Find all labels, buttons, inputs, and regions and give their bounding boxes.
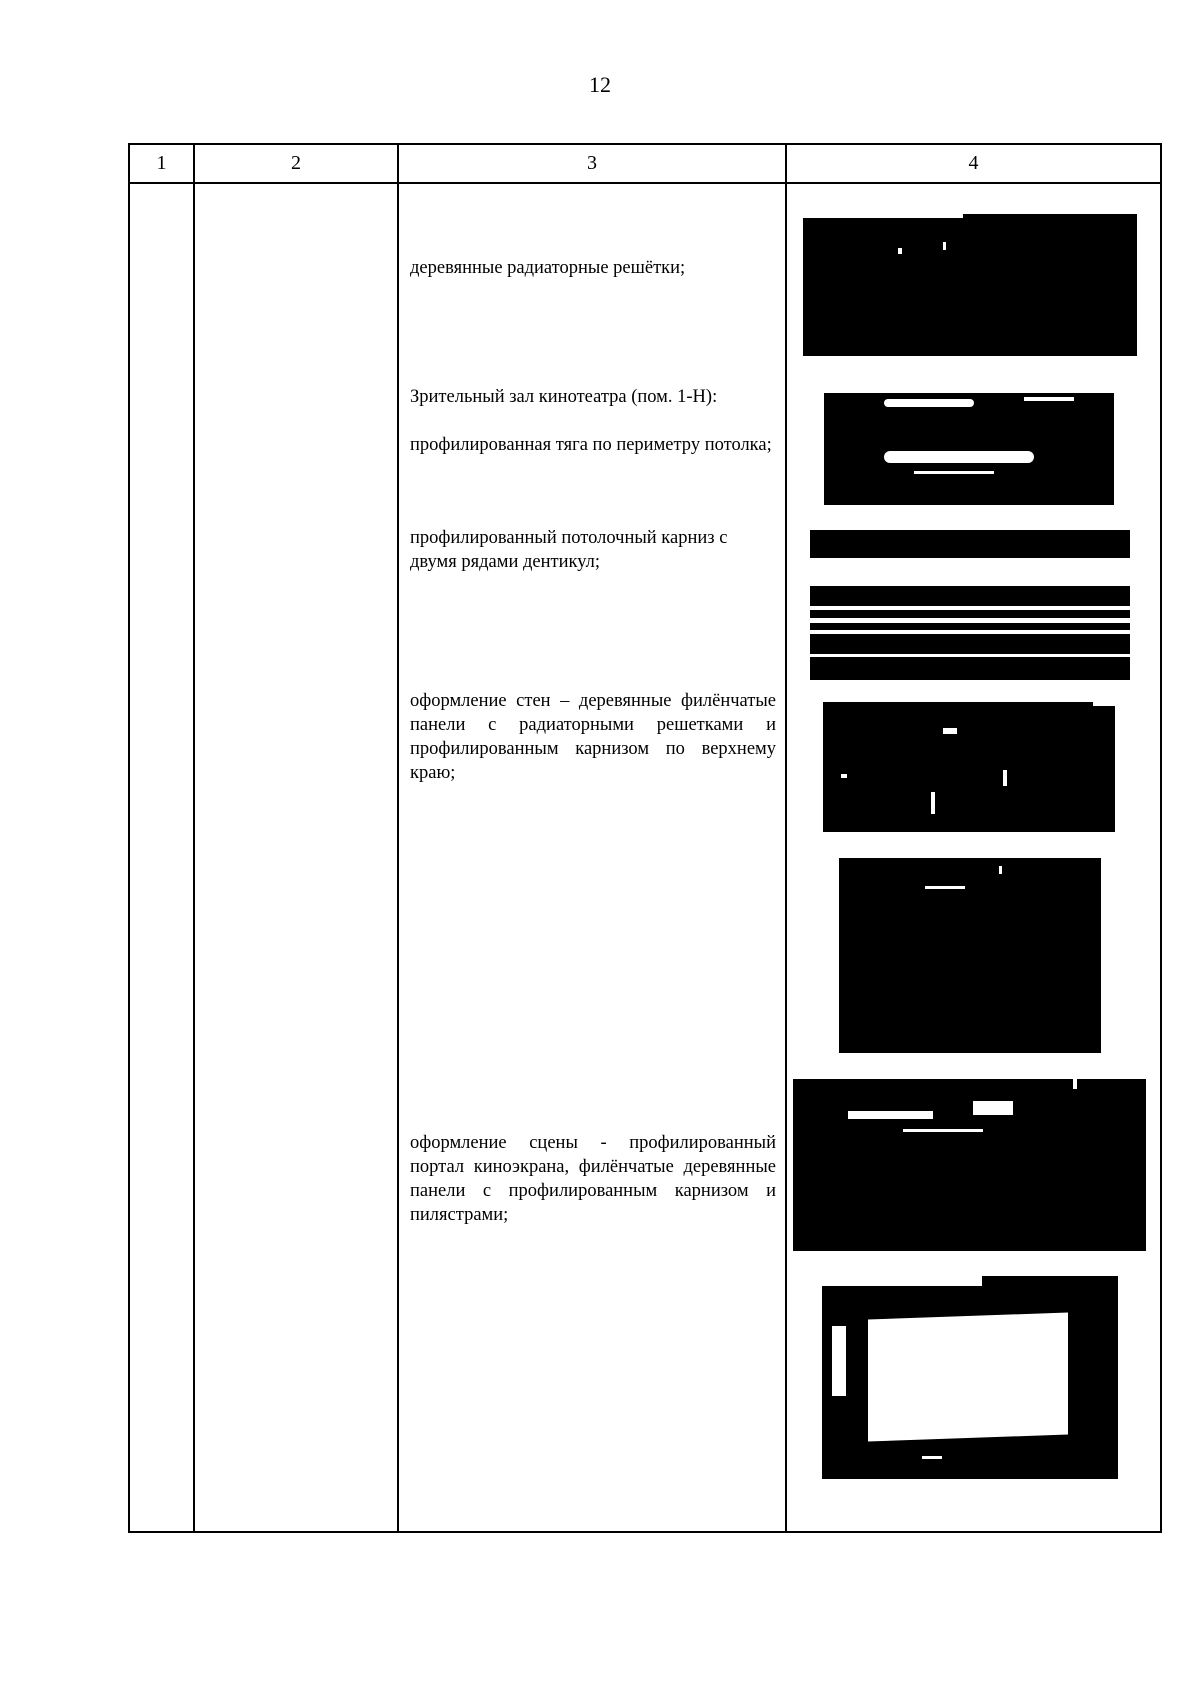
- photo-stage-screen: [822, 1276, 1118, 1479]
- table-border-right: [1160, 143, 1162, 1533]
- photo-ceiling-cornice: [810, 530, 1130, 680]
- header-cell-2: 2: [291, 152, 301, 174]
- photo-wall-panels: [839, 858, 1101, 1053]
- column-divider-2: [397, 143, 399, 1533]
- description-radiator-grilles: деревянные радиаторные решётки;: [410, 258, 686, 278]
- photo-stage-portal: [793, 1079, 1146, 1251]
- header-row-divider: [128, 182, 1162, 184]
- photo-walls: [823, 702, 1115, 832]
- description-stage: оформление сцены - профилированный портал киноэкрана, филёнчатые деревянные панели с профилированным карнизом и пилястрами;: [410, 1133, 776, 1225]
- table-border-bottom: [128, 1531, 1162, 1533]
- column-divider-3: [785, 143, 787, 1533]
- header-cell-3: 3: [587, 152, 597, 174]
- table-border-top: [128, 143, 1162, 145]
- description-walls: оформление стен – деревянные филёнчатые панели с радиаторными решетками и профилированным карнизом по верхнему краю;: [410, 691, 776, 783]
- photo-radiator-grilles: [803, 214, 1137, 364]
- table-border-left: [128, 143, 130, 1533]
- description-hall-title: Зрительный зал кинотеатра (пом. 1-Н):: [410, 387, 718, 407]
- description-ceiling-cornice: профилированный потолочный карниз с двумя рядами дентикул;: [410, 528, 728, 572]
- header-cell-1: 1: [156, 152, 167, 174]
- page-number: 12: [589, 72, 611, 97]
- description-ceiling-rod: профилированная тяга по периметру потолка;: [410, 435, 772, 455]
- photo-ceiling-rod: [824, 393, 1114, 505]
- header-cell-4: 4: [968, 152, 979, 174]
- column-divider-1: [193, 143, 195, 1533]
